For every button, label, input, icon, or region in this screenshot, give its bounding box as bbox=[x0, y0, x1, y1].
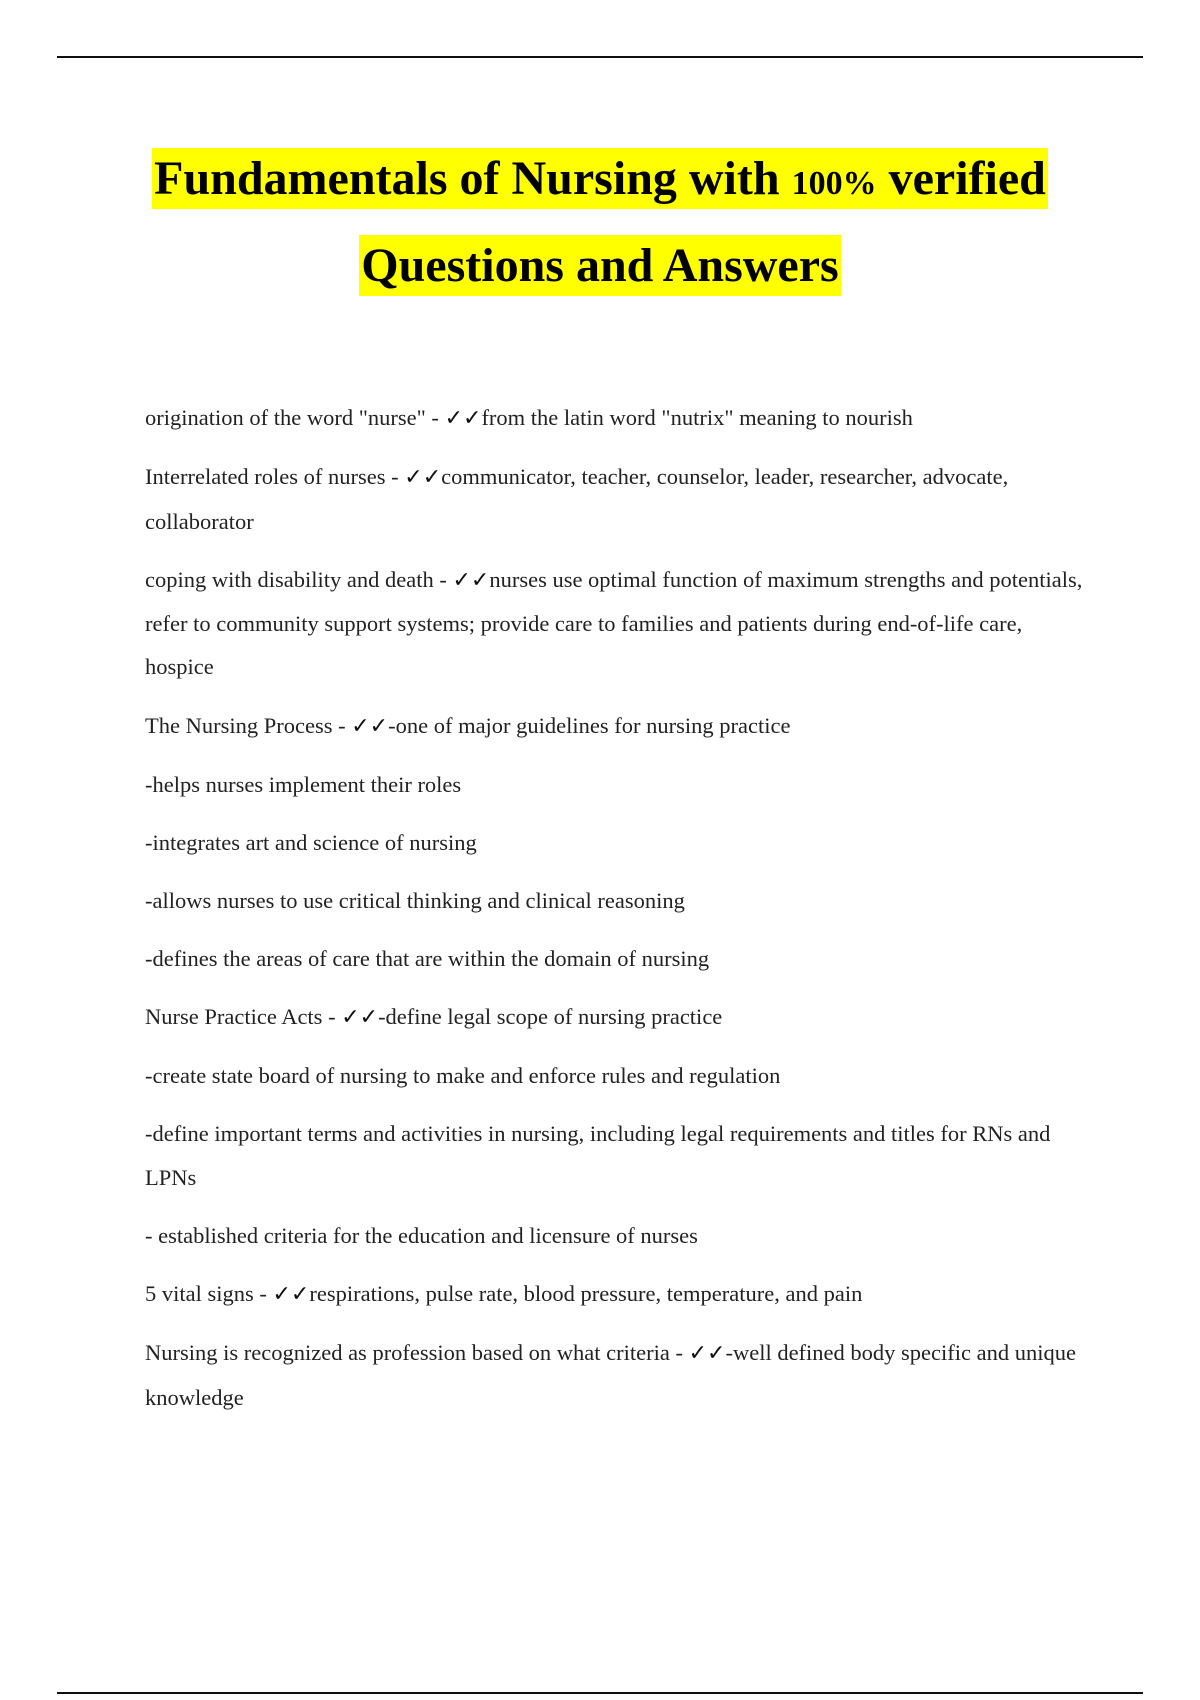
answer-bullet: -define important terms and activities in nursing, including legal requirements and titles for RNs and LPNs bbox=[145, 1121, 1051, 1190]
answer-text: -one of major guidelines for nursing practice bbox=[388, 713, 791, 738]
question-text: The Nursing Process - bbox=[145, 713, 352, 738]
double-check-icon: ✓✓ bbox=[341, 1005, 379, 1030]
qa-entry bbox=[145, 455, 1090, 544]
double-check-icon: ✓✓ bbox=[404, 465, 442, 490]
qa-content bbox=[145, 396, 1090, 1434]
qa-entry bbox=[145, 995, 1090, 1040]
title-text: verified bbox=[876, 152, 1046, 205]
answer-bullet: -allows nurses to use critical thinking and clinical reasoning bbox=[145, 888, 685, 913]
title-text: Fundamentals of Nursing with bbox=[154, 152, 792, 205]
title-line-1 bbox=[152, 148, 1048, 209]
answer-text: nurses use optimal function of maximum strengths and potentials, refer to community support systems; provide care to families and patients during end-of-life care, hospice bbox=[145, 567, 1083, 679]
answer-text: -define legal scope of nursing practice bbox=[378, 1004, 723, 1029]
qa-entry bbox=[145, 396, 1090, 441]
answer-text: -well defined body specific and unique knowledge bbox=[145, 1340, 1076, 1410]
question-text: Nurse Practice Acts - bbox=[145, 1004, 342, 1029]
document-title bbox=[0, 138, 1200, 307]
footer-rule bbox=[57, 1692, 1143, 1694]
question-text: Nursing is recognized as profession based on what criteria - bbox=[145, 1340, 689, 1365]
question-text: origination of the word "nurse" - bbox=[145, 405, 445, 430]
header-rule bbox=[57, 56, 1143, 58]
qa-entry bbox=[145, 704, 1090, 749]
qa-entry bbox=[145, 558, 1090, 688]
question-text: Interrelated roles of nurses - bbox=[145, 464, 405, 489]
question-text: 5 vital signs - bbox=[145, 1281, 273, 1306]
double-check-icon: ✓✓ bbox=[452, 568, 490, 593]
qa-entry bbox=[145, 1272, 1090, 1317]
answer-text: respirations, pulse rate, blood pressure, temperature, and pain bbox=[309, 1281, 863, 1306]
double-check-icon: ✓✓ bbox=[351, 714, 389, 739]
title-percentage: 100% bbox=[791, 165, 877, 202]
title-line-2: Questions and Answers bbox=[359, 235, 840, 296]
answer-bullet: -integrates art and science of nursing bbox=[145, 830, 477, 855]
double-check-icon: ✓✓ bbox=[272, 1282, 310, 1307]
double-check-icon: ✓✓ bbox=[688, 1341, 726, 1366]
answer-bullet: -helps nurses implement their roles bbox=[145, 772, 462, 797]
answer-bullet: -create state board of nursing to make and enforce rules and regulation bbox=[145, 1063, 781, 1088]
question-text: coping with disability and death - bbox=[145, 567, 453, 592]
answer-bullet: - established criteria for the education and licensure of nurses bbox=[145, 1223, 698, 1248]
double-check-icon: ✓✓ bbox=[444, 406, 482, 431]
qa-entry bbox=[145, 1331, 1090, 1420]
answer-text: communicator, teacher, counselor, leader, researcher, advocate, collaborator bbox=[145, 464, 1009, 534]
answer-text: from the latin word "nutrix" meaning to nourish bbox=[481, 405, 913, 430]
answer-bullet: -defines the areas of care that are within the domain of nursing bbox=[145, 946, 710, 971]
